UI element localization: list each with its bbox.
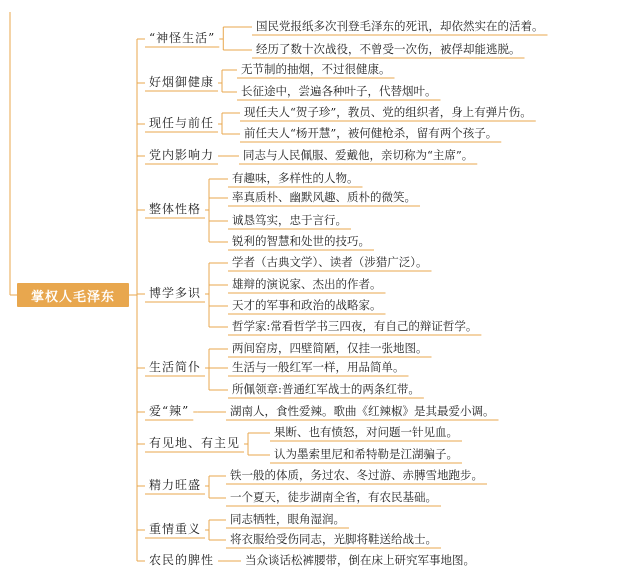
leaf-item: 同志牺牲，眼角湿润。 [230,512,345,526]
branch-label: 现任与前任 [149,116,215,130]
leaf-item: 诚恳笃实，忠于言行。 [232,213,347,227]
leaf-item: 认为墨索里尼和希特勒是江湖骗子。 [274,447,458,461]
leaf-item: 将衣服给受伤同志，光脚将鞋送给战士。 [230,532,437,546]
branch-label: 农民的脾性 [149,553,215,567]
branch-label: 精力旺盛 [149,478,202,492]
leaf-item: 天才的军事和政治的战略家。 [232,298,382,312]
branch-label: 好烟御健康 [149,75,215,89]
leaf-item: 哲学家:常看哲学书三四夜，有自己的辩证哲学。 [232,319,478,333]
leaf-item: 国民党报纸多次刊登毛泽东的死讯，却依然实在的活着。 [256,19,544,33]
leaf-item: 现任夫人“贺子珍”，教员、党的组织者，身上有弹片伤。 [244,105,532,119]
leaf-item: 一个夏天，徒步湖南全省，有农民基础。 [230,490,437,504]
leaf-item: 铁一般的体质，务过农、冬过游、赤膊雪地跑步。 [230,468,483,482]
leaf-item: 当众谈话松裤腰带，倒在床上研究军事地图。 [245,553,475,567]
branch-label: 党内影响力 [149,148,215,162]
branch-label: 整体性格 [149,202,202,216]
leaf-item: 学者（古典文学）、读者（涉猎广泛）。 [232,255,428,269]
leaf-item: 锐利的智慧和处世的技巧。 [232,234,370,248]
leaf-item: 雄辩的演说家、杰出的作者。 [232,277,382,291]
leaf-item: 所佩领章:普通红军战士的两条红带。 [232,382,420,396]
leaf-item: 生活与一般红军一样，用品简单。 [232,360,405,374]
leaf-item: 无节制的抽烟，不过很健康。 [241,62,391,76]
leaf-item: 湖南人，食性爱辣。歌曲《红辣椒》是其最爱小调。 [230,404,495,418]
leaf-item: 前任夫人“杨开慧”，被何健枪杀，留有两个孩子。 [244,126,498,140]
branch-label: 博学多识 [149,286,202,300]
leaf-item: 有趣味，多样性的人物。 [232,171,359,185]
leaf-item: 果断、也有愤怒，对问题一针见血。 [274,425,458,439]
branch-label: 生活简仆 [149,360,202,374]
leaf-item: 两间窑房，四壁简陋，仅挂一张地图。 [232,341,428,355]
leaf-item: 同志与人民佩服、爱戴他，亲切称为“主席”。 [243,148,474,162]
leaf-item: 经历了数十次战役，不曾受一次伤，被俘却能逃脱。 [256,42,521,56]
leaf-item: 长征途中，尝遍各种叶子，代替烟叶。 [241,84,437,98]
branch-label: 重情重义 [149,522,202,536]
leaf-item: 率真质朴、幽默风趣、质朴的微笑。 [232,190,416,204]
root-node: 掌权人毛泽东 [17,283,129,307]
branch-label: 爱“辣” [149,404,190,418]
branch-label: “神怪生活” [149,31,216,45]
branch-label: 有见地、有主见 [149,436,241,450]
